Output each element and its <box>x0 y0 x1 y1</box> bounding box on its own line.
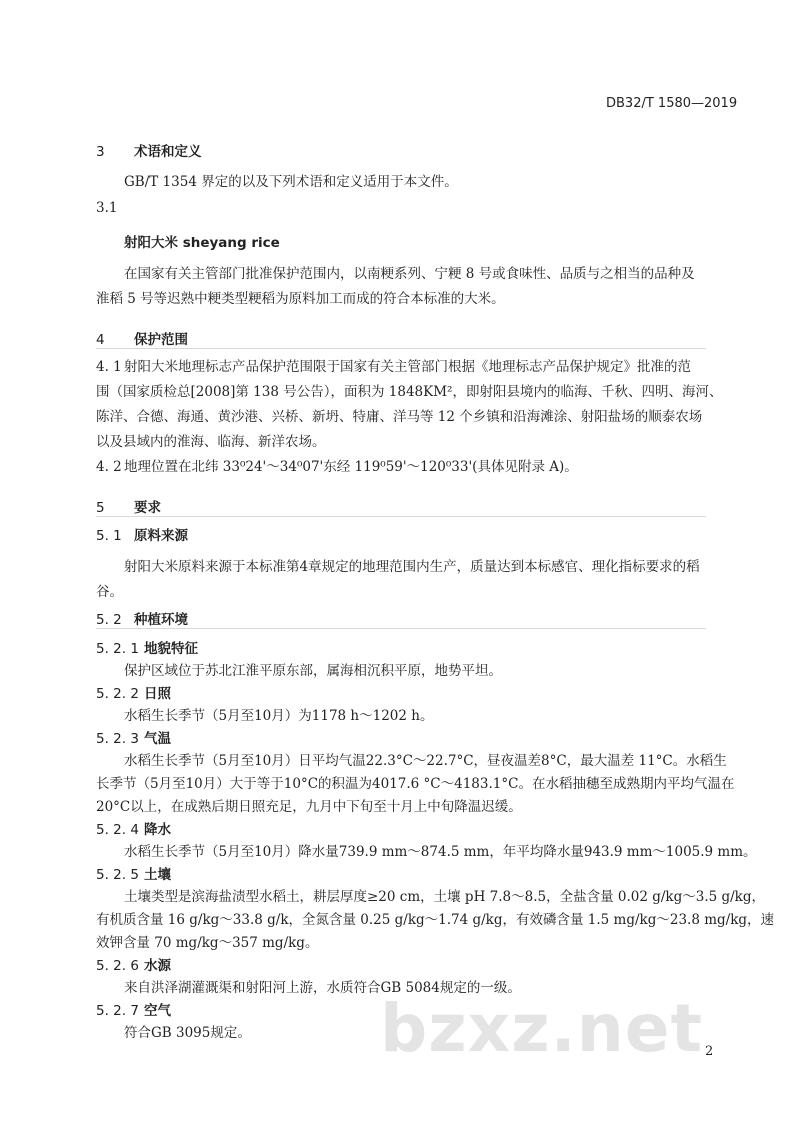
clause-5-2-heading <box>96 608 188 628</box>
clause-number: 5. 2. 3 <box>96 731 139 747</box>
clause-number: 5. 2 <box>96 612 122 628</box>
clause-5-2-1-heading <box>96 637 198 657</box>
clause-title: 原料来源 <box>134 528 188 544</box>
section-4-heading <box>96 328 188 348</box>
clause-5-2-2-heading <box>96 682 171 702</box>
page-number: 2 <box>705 1044 714 1059</box>
clause-5-2-3-line-2: 长季节（5月至10月）大于等于10°C的积温为4017.6 °C～4183.1°C。在水稻抽穗至成熟期内平均气温在 <box>96 776 735 792</box>
divider <box>96 628 706 629</box>
clause-title: 降水 <box>144 822 171 838</box>
clause-title: 气温 <box>144 731 171 747</box>
clause-number: 5. 2. 6 <box>96 958 139 974</box>
clause-5-2-1-text: 保护区域位于苏北江淮平原东部，属海相沉积平原，地势平坦。 <box>124 663 502 679</box>
section-title: 术语和定义 <box>134 144 202 160</box>
section-title: 保护范围 <box>134 332 188 348</box>
clause-4-1-line-2: 围（国家质检总[2008]第 138 号公告），面积为 1848KM²，即射阳县境内的临海、千秋、四明、海河、 <box>96 384 723 400</box>
term-sheyang-rice: 射阳大米 sheyang rice <box>124 235 280 251</box>
clause-5-2-6-text: 来自洪泽湖灌溉渠和射阳河上游，水质符合GB 5084规定的一级。 <box>124 980 521 996</box>
clause-number: 5. 2. 2 <box>96 686 139 702</box>
clause-5-2-5-heading <box>96 863 171 883</box>
clause-5-2-5-line-1: 土壤类型是滨海盐渍型水稻土，耕层厚度≥20 cm，土壤 pH 7.8～8.5，全盐含量 0.02 g/kg～3.5 g/kg， <box>124 889 766 905</box>
clause-title: 水源 <box>144 958 171 974</box>
clause-4-2 <box>96 455 578 475</box>
clause-title: 空气 <box>144 1003 171 1019</box>
clause-number: 5. 1 <box>96 528 122 544</box>
clause-number: 5. 2. 1 <box>96 641 139 657</box>
clause-4-1-line-3: 陈洋、合德、海通、黄沙港、兴桥、新坍、特庸、洋马等 12 个乡镇和沿海滩涂、射阳盐场的顺泰农场 <box>96 409 703 425</box>
divider <box>96 516 706 517</box>
divider <box>96 348 706 349</box>
section-number: 3 <box>96 144 105 160</box>
section-title: 要求 <box>134 500 161 516</box>
clause-text: 地理位置在北纬 33⁰24'～34⁰07'东经 119⁰59'～120⁰33'(具体见附录 A)。 <box>124 459 578 475</box>
clause-number: 5. 2. 5 <box>96 867 139 883</box>
clause-title: 地貌特征 <box>144 641 198 657</box>
clause-5-1-line-2: 谷。 <box>96 584 123 600</box>
clause-3-1-number: 3.1 <box>96 200 118 216</box>
clause-5-2-5-line-2: 有机质含量 16 g/kg～33.8 g/k，全氮含量 0.25 g/kg～1.74 g/kg，有效磷含量 1.5 mg/kg～23.8 mg/kg，速 <box>96 912 775 928</box>
definition-line-1: 在国家有关主管部门批准保护范围内，以南粳系列、宁粳 8 号或食味性、品质与之相当的品种及 <box>124 266 695 282</box>
section-3-intro: GB/T 1354 界定的以及下列术语和定义适用于本文件。 <box>124 174 458 190</box>
clause-5-1-heading <box>96 524 188 544</box>
clause-5-1-line-1: 射阳大米原料来源于本标准第4章规定的地理范围内生产，质量达到本标感官、理化指标要求的稻 <box>124 559 700 575</box>
definition-line-2: 淮稻 5 号等迟熟中粳类型粳稻为原料加工而成的符合本标准的大米。 <box>96 291 505 307</box>
clause-number: 5. 2. 4 <box>96 822 139 838</box>
section-number: 5 <box>96 500 105 516</box>
section-3-heading <box>96 140 202 160</box>
clause-4-1-line-1 <box>96 355 691 375</box>
clause-5-2-4-text: 水稻生长季节（5月至10月）降水量739.9 mm～874.5 mm，年平均降水量943.9 mm～1005.9 mm。 <box>124 844 757 860</box>
clause-title: 种植环境 <box>134 612 188 628</box>
clause-text: 射阳大米地理标志产品保护范围限于国家有关主管部门根据《地理标志产品保护规定》批准的范 <box>124 359 691 375</box>
clause-title: 土壤 <box>144 867 171 883</box>
clause-5-2-3-line-1: 水稻生长季节（5月至10月）日平均气温22.3°C～22.7°C，昼夜温差8°C，最大温差 11°C。水稻生 <box>124 753 727 769</box>
section-5-heading <box>96 496 161 516</box>
clause-5-2-7-heading <box>96 999 171 1019</box>
clause-4-1-line-4: 以及县域内的淮海、临海、新洋农场。 <box>96 434 326 450</box>
clause-5-2-3-heading <box>96 727 171 747</box>
clause-5-2-3-line-3: 20°C以上，在成熟后期日照充足，九月中下旬至十月上中旬降温迟缓。 <box>96 799 522 815</box>
clause-number: 5. 2. 7 <box>96 1003 139 1019</box>
section-number: 4 <box>96 332 105 348</box>
clause-5-2-4-heading <box>96 818 171 838</box>
clause-5-2-5-line-3: 效钾含量 70 mg/kg～357 mg/kg。 <box>96 935 319 951</box>
standard-code: DB32/T 1580—2019 <box>606 96 738 111</box>
clause-number: 4. 2 <box>96 459 122 475</box>
watermark: bzxz.net <box>380 990 704 1067</box>
clause-5-2-2-text: 水稻生长季节（5月至10月）为1178 h～1202 h。 <box>124 708 434 724</box>
clause-5-2-7-text: 符合GB 3095规定。 <box>124 1025 251 1041</box>
clause-number: 4. 1 <box>96 359 122 375</box>
clause-5-2-6-heading <box>96 954 171 974</box>
clause-title: 日照 <box>144 686 171 702</box>
